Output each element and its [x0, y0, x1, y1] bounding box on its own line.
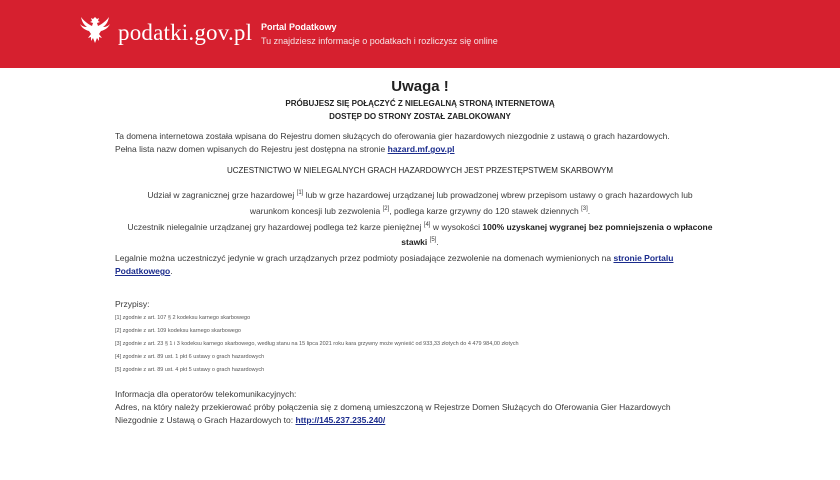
crime-line-2 [110, 202, 730, 218]
portal-subtitle: Tu znajdziesz informacje o podatkach i rozliczysz się online [261, 36, 498, 46]
footnote-ref-1: [1] [296, 190, 304, 196]
redirect-address-link[interactable]: http://145.237.235.240/ [295, 415, 386, 425]
footnote-5: [5] zgodnie z art. 89 ust. 4 pkt 5 ustawy o grach hazardowych [115, 367, 265, 373]
footnote-2: [2] zgodnie z art. 109 kodeksu karnego skarbowego [115, 328, 241, 334]
crime-text-5: . [587, 205, 591, 216]
site-brand[interactable]: podatki.gov.pl [118, 20, 253, 45]
crime-text-8: . [436, 237, 439, 248]
legal-info [115, 252, 735, 278]
crime-text-2: lub w grze hazardowej urządzanej lub prowadzonej wbrew przepisom ustawy o grach hazardowych lub [303, 189, 693, 200]
operators-line-1: Adres, na który należy przekierować próby połączenia się z domeną umieszczoną w Rejestrze Domen Służących do Oferowania Gier Hazardowych [115, 402, 671, 412]
crime-line-3 [110, 218, 730, 234]
footnote-1: [1] zgodnie z art. 107 § 2 kodeksu karnego skarbowego [115, 315, 251, 321]
footnotes-label: Przypisy: [115, 299, 150, 309]
main-content [0, 68, 840, 480]
legal-end: . [170, 266, 173, 276]
intro-line-2 [115, 143, 755, 156]
crime-text-6: Uczestnik nielegalnie urządzanej gry hazardowej podlega też karze pieniężnej [127, 221, 422, 232]
crime-bold-text: 100% uzyskanej wygranej bez pomniejszenia o wpłacone [482, 221, 713, 232]
portal-info [261, 22, 498, 46]
intro-text [115, 130, 755, 156]
white-eagle-emblem-icon[interactable] [80, 14, 110, 50]
crime-heading: UCZESTNICTWO W NIELEGALNYCH GRACH HAZARDOWYCH JEST PRZESTĘPSTWEM SKARBOWYM [226, 166, 614, 175]
operators-info [115, 388, 735, 427]
portal-link-part-2[interactable]: Podatkowego [115, 266, 171, 276]
portal-link-part-1[interactable]: stronie Portalu [613, 253, 674, 263]
crime-paragraph [110, 186, 730, 249]
crime-line-4 [110, 233, 730, 249]
crime-bold-text-2: stawki [401, 237, 428, 248]
warning-line-2: DOSTĘP DO STRONY ZOSTAŁ ZABLOKOWANY [329, 112, 511, 121]
intro-line-1: Ta domena internetowa została wpisana do Rejestru domen służących do oferowania gier hazardowych niezgodnie z ustawą o grach hazardowych. [115, 131, 670, 141]
site-header [0, 0, 840, 68]
warning-line-1: PRÓBUJESZ SIĘ POŁĄCZYĆ Z NIELEGALNĄ STRONĄ INTERNETOWĄ [285, 99, 555, 108]
footnote-ref-2: [2] [382, 205, 390, 212]
portal-title[interactable]: Portal Podatkowy [261, 22, 337, 32]
footnote-4: [4] zgodnie z art. 89 ust. 1 pkt 6 ustawy o grach hazardowych [115, 354, 265, 360]
footnote-3: [3] zgodnie z art. 23 § 1 i 3 kodeksu karnego skarbowego, według stanu na 15 lipca 2021 roku kara grzywny może wynieść od 933,33 złotych do 4 479 984,00 złotych [115, 341, 519, 347]
crime-text-4: , podlega karze grzywny do 120 stawek dziennych [389, 205, 579, 216]
hazard-register-link[interactable]: hazard.mf.gov.pl [387, 144, 455, 154]
legal-text: Legalnie można uczestniczyć jedynie w grach urządzanych przez podmioty posiadające zezwolenie na domenach wymienionych na [115, 253, 612, 263]
crime-text-7: w wysokości [430, 221, 483, 232]
crime-text-3: warunkom koncesji lub zezwolenia [249, 205, 381, 216]
warning-title: Uwaga ! [391, 78, 449, 95]
footnote-ref-3: [3] [581, 205, 588, 212]
crime-text-1: Udział w zagranicznej grze hazardowej [147, 189, 295, 200]
footnote-ref-5: [5] [429, 237, 437, 244]
operators-title: Informacja dla operatorów telekomunikacyjnych: [115, 389, 297, 399]
operators-line-2-text: Niezgodnie z Ustawą o Grach Hazardowych to: [115, 415, 294, 425]
crime-line-1 [110, 186, 730, 202]
intro-line-2-text: Pełna lista nazw domen wpisanych do Rejestru jest dostępna na stronie [115, 144, 386, 154]
footnote-ref-4: [4] [423, 221, 431, 228]
operators-line-2 [115, 414, 735, 427]
